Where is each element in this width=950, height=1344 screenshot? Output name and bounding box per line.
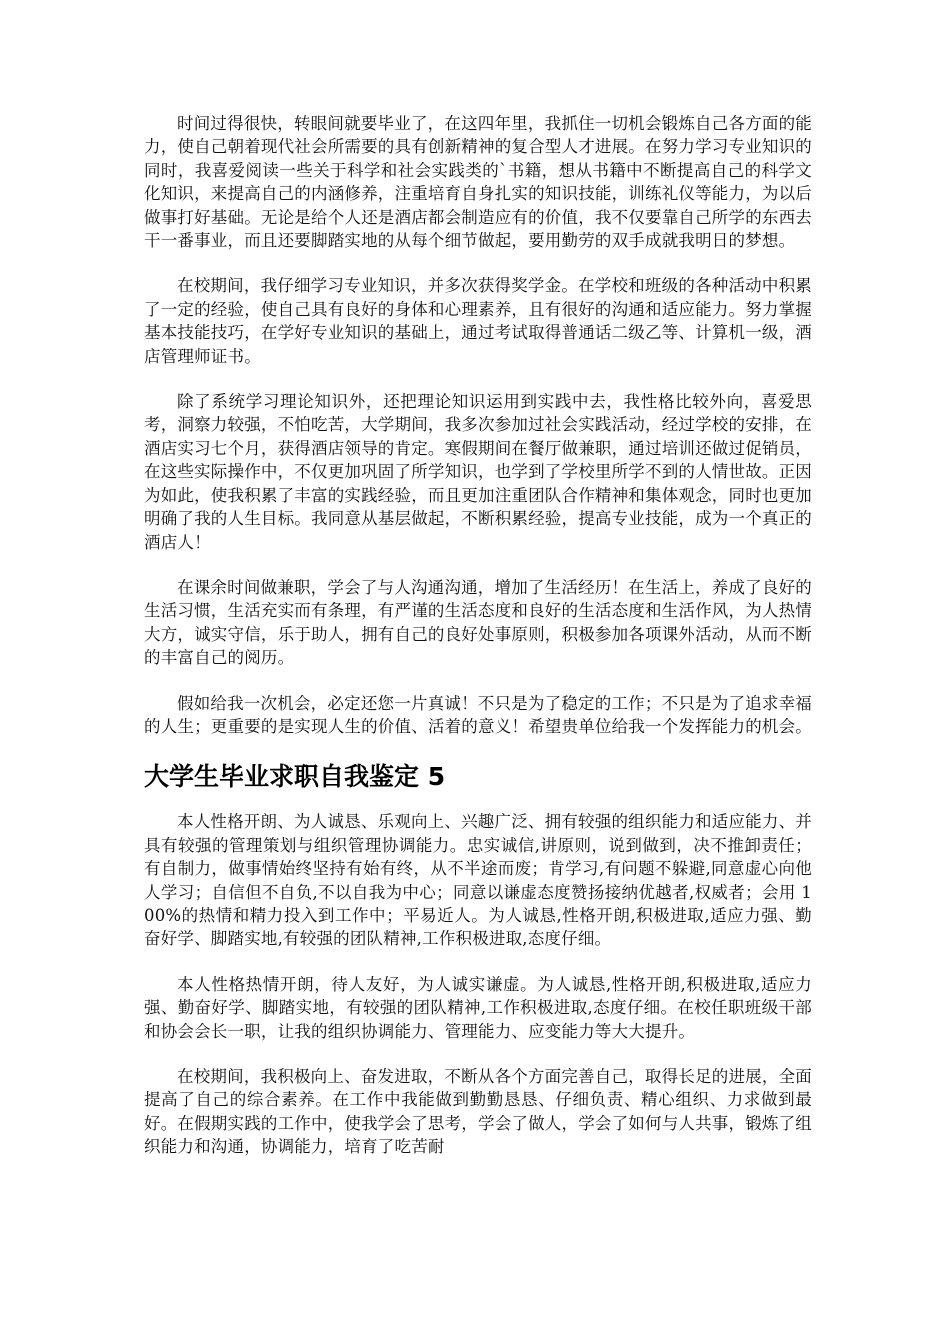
paragraph: 本人性格开朗、为人诚恳、乐观向上、兴趣广泛、拥有较强的组织能力和适应能力、并具有较强的管理策划与组织管理协调能力。忠实诚信,讲原则，说到做到，决不推卸责任；有自制力，做事情始终坚持有始有终，从不半途而废；肯学习,有问题不躲避,同意虚心向他人学习；自信但不自负,不以自我为中心；同意以谦虚态度赞扬接纳优越者,权威者；会用 100%的热情和精力投入到工作中；平易近人。为人诚恳,性格开朗,积极进取,适应力强、勤奋好学、脚踏实地,有较强的团队精神,工作积极进取,态度仔细。 [144,812,812,949]
paragraph: 除了系统学习理论知识外，还把理论知识运用到实践中去，我性格比较外向，喜爱思考，洞察力较强，不怕吃苦，大学期间，我多次参加过社会实践活动，经过学校的安排，在酒店实习七个月，获得酒店领导的肯定。寒假期间在餐厅做兼职，通过培训还做过促销员，在这些实际操作中，不仅更加巩固了所学知识，也学到了学校里所学不到的人情世故。正因为如此，使我积累了丰富的实践经验，而且更加注重团队合作精神和集体观念，同时也更加明确了我的人生目标。我同意从基层做起，不断积累经验，提高专业技能，成为一个真正的酒店人！ [144,392,812,552]
paragraph: 本人性格热情开朗，待人友好，为人诚实谦虚。为人诚恳,性格开朗,积极进取,适应力强、勤奋好学、脚踏实地，有较强的团队精神,工作积极进取,态度仔细。在校任职班级干部和协会会长一职，让我的组织协调能力、管理能力、应变能力等大大提升。 [144,974,812,1041]
paragraph: 在校期间，我积极向上、奋发进取，不断从各个方面完善自己，取得长足的进展，全面提高了自己的综合素养。在工作中我能做到勤勤恳恳、仔细负责、精心组织、力求做到最好。在假期实践的工作中，使我学会了思考，学会了做人，学会了如何与人共事，锻炼了组织能力和沟通，协调能力，培育了吃苦耐 [144,1067,812,1157]
paragraph: 假如给我一次机会，必定还您一片真诚！不只是为了稳定的工作；不只是为了追求幸福的人生；更重要的是实现人生的价值、活着的意义！希望贵单位给我一个发挥能力的机会。 [144,693,812,736]
paragraph: 时间过得很快，转眼间就要毕业了，在这四年里，我抓住一切机会锻炼自己各方面的能力，使自己朝着现代社会所需要的具有创新精神的复合型人才进展。在努力学习专业知识的同时，我喜爱阅读一些关于科学和社会实践类的`书籍，想从书籍中不断提高自己的科学文化知识，来提高自己的内涵修养，注重培育自身扎实的知识技能，训练礼仪等能力，为以后做事打好基础。无论是给个人还是酒店都会制造应有的价值，我不仅要靠自己所学的东西去干一番事业，而且还要脚踏实地的从每个细节做起，要用勤劳的双手成就我明日的梦想。 [144,114,812,251]
section-heading: 大学生毕业求职自我鉴定 5 [144,762,446,792]
paragraph: 在校期间，我仔细学习专业知识，并多次获得奖学金。在学校和班级的各种活动中积累了一定的经验，使自己具有良好的身体和心理素养，且有很好的沟通和适应能力。努力掌握基本技能技巧，在学好专业知识的基础上，通过考试取得普通话二级乙等、计算机一级，酒店管理师证书。 [144,276,812,366]
paragraph: 在课余时间做兼职，学会了与人沟通沟通，增加了生活经历！在生活上，养成了良好的生活习惯，生活充实而有条理，有严谨的生活态度和良好的生活态度和生活作风，为人热情大方，诚实守信，乐于助人，拥有自己的良好处事原则，积极参加各项课外活动，从而不断的丰富自己的阅历。 [144,577,812,668]
document-page [144,112,812,1181]
